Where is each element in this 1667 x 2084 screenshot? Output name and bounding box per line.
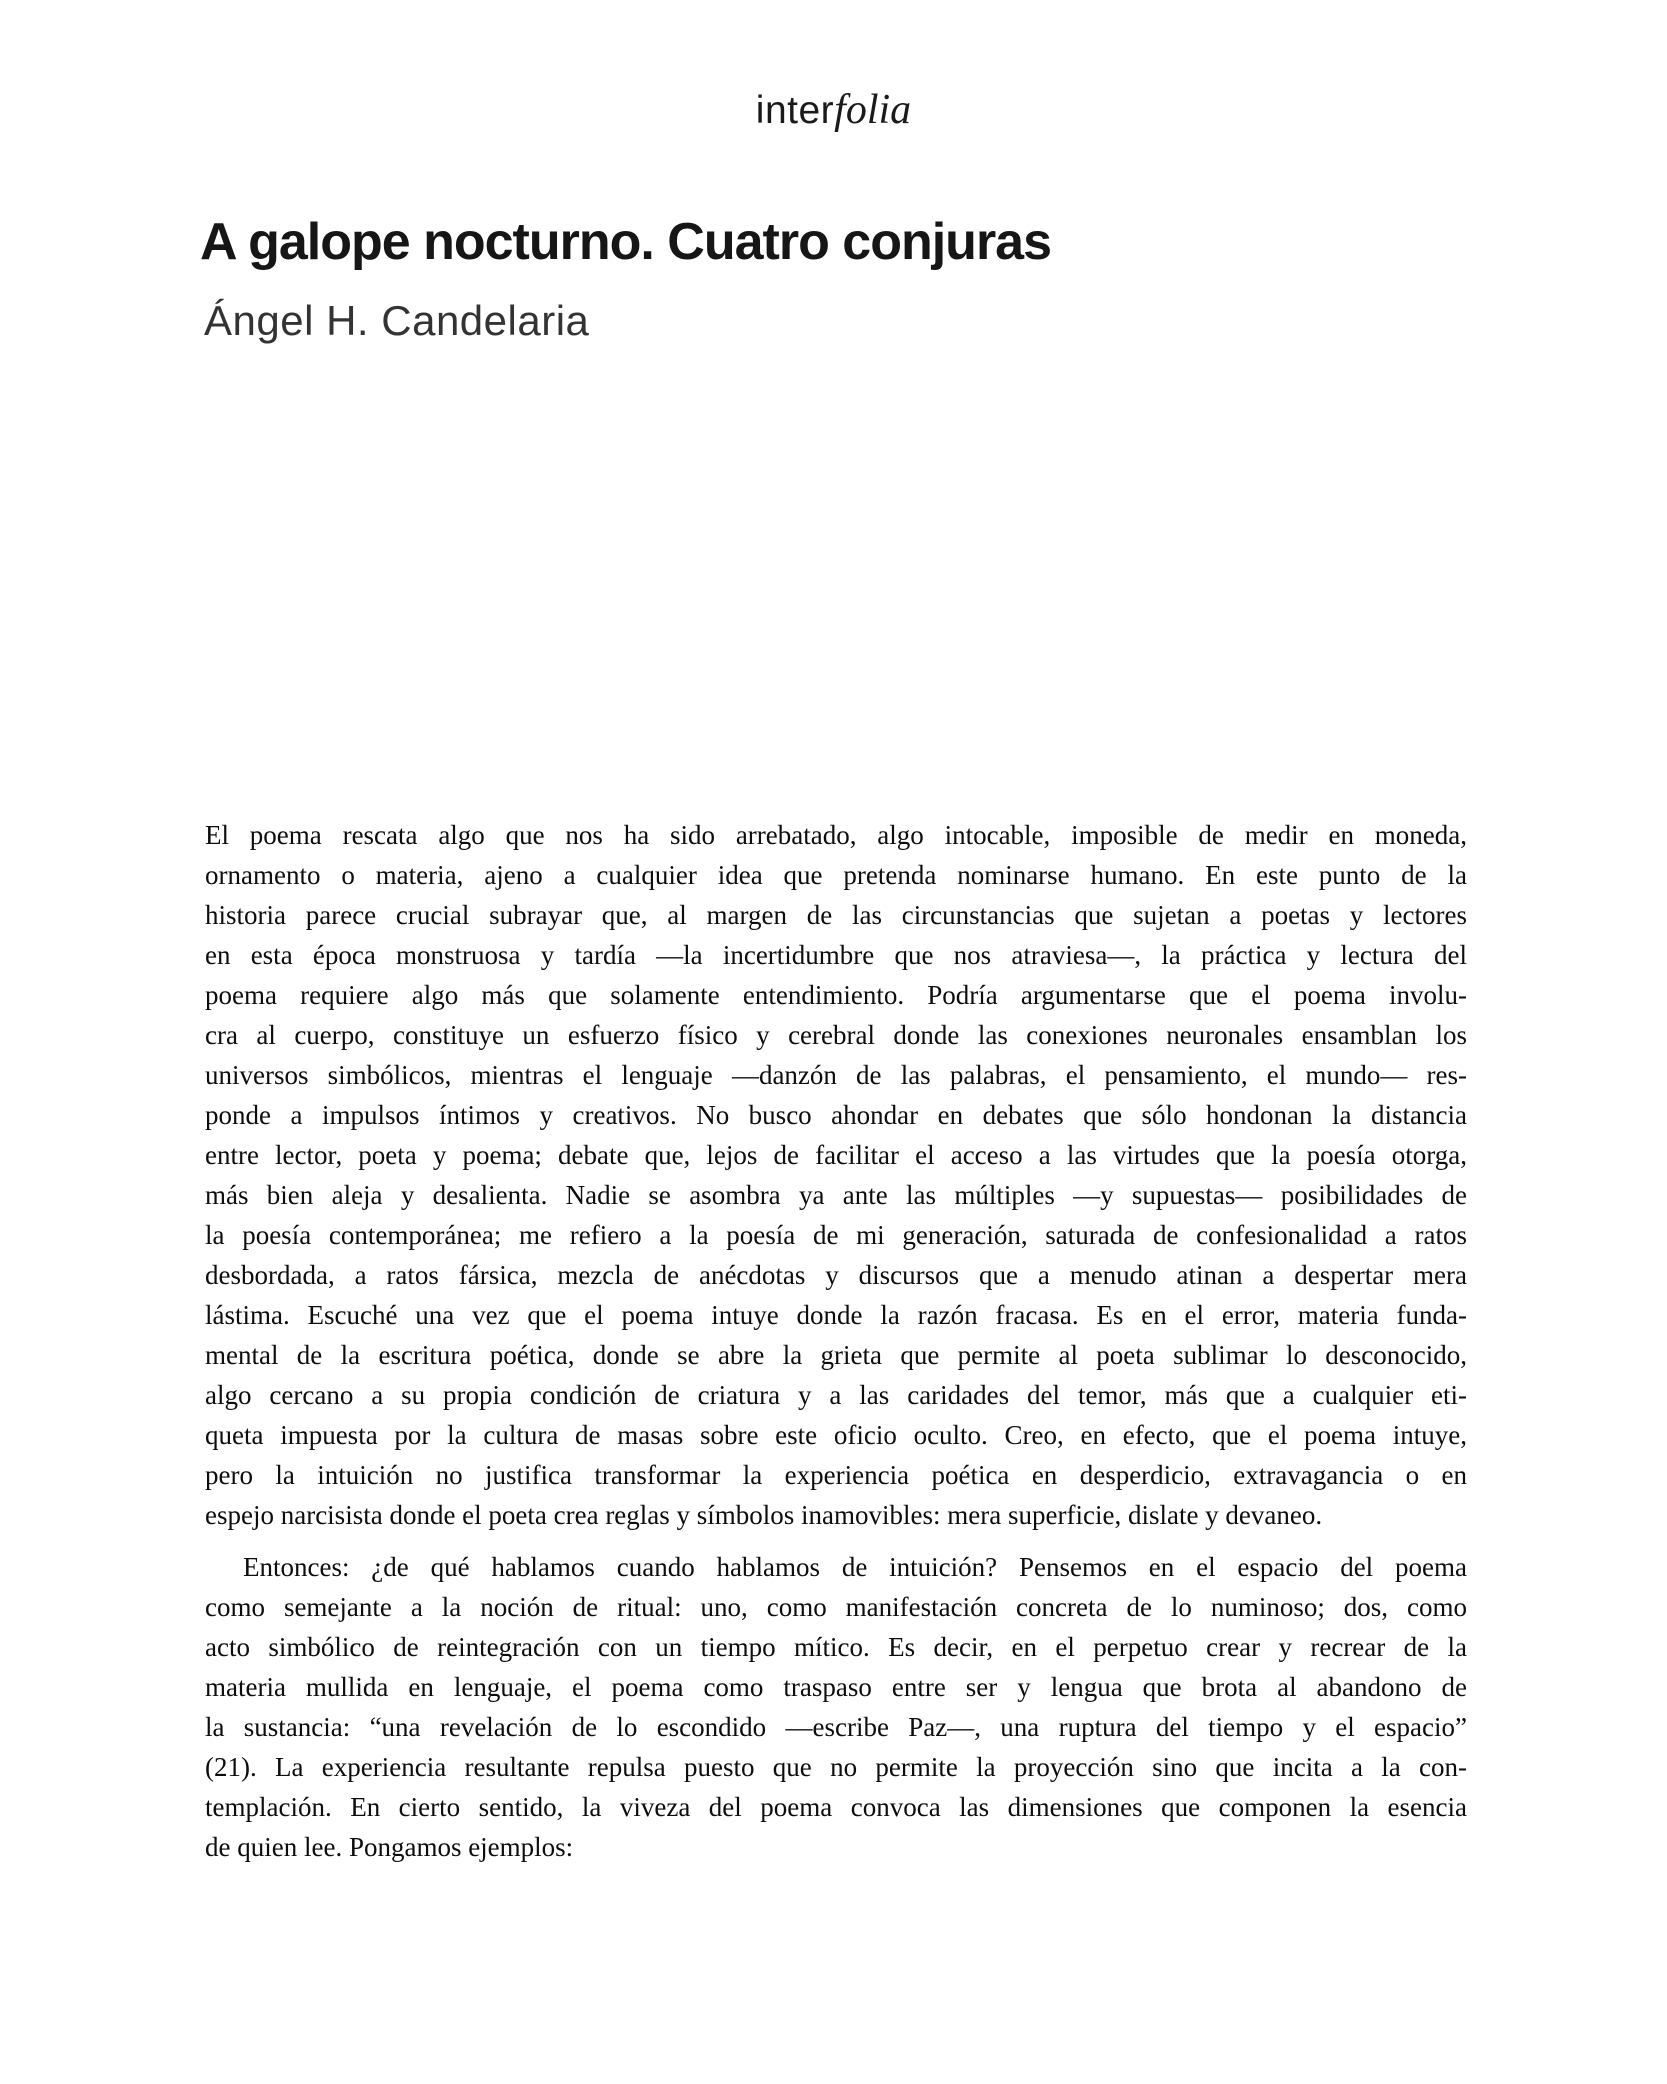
article-author: Ángel H. Candelaria <box>204 297 590 344</box>
body-line: cra al cuerpo, constituye un esfuerzo físico y cerebral donde las conexiones neuronales ensamblan los <box>205 1020 1467 1050</box>
article-title: A galope nocturno. Cuatro conjuras <box>200 213 1052 271</box>
body-line: historia parece crucial subrayar que, al margen de las circunstancias que sujetan a poetas y lectores <box>205 900 1467 930</box>
body-line: más bien aleja y desalienta. Nadie se asombra ya ante las múltiples —y supuestas— posibilidades de <box>205 1180 1467 1210</box>
body-line: de quien lee. Pongamos ejemplos: <box>205 1832 574 1862</box>
body-line: pero la intuición no justifica transformar la experiencia poética en desperdicio, extravagancia o en <box>205 1460 1467 1490</box>
body-line: universos simbólicos, mientras el lenguaje —danzón de las palabras, el pensamiento, el mundo— res- <box>205 1060 1467 1090</box>
body-line: como semejante a la noción de ritual: uno, como manifestación concreta de lo numinoso; dos, como <box>205 1592 1467 1622</box>
body-line: desbordada, a ratos fársica, mezcla de anécdotas y discursos que a menudo atinan a despertar mera <box>205 1260 1467 1290</box>
journal-header <box>0 86 1667 134</box>
body-line: lástima. Escuché una vez que el poema intuye donde la razón fracasa. Es en el error, materia funda- <box>205 1300 1467 1330</box>
body-line: templación. En cierto sentido, la viveza del poema convoca las dimensiones que componen la esencia <box>205 1792 1467 1822</box>
body-line: la poesía contemporánea; me refiero a la poesía de mi generación, saturada de confesionalidad a ratos <box>205 1220 1467 1250</box>
body-line: poema requiere algo más que solamente entendimiento. Podría argumentarse que el poema involu- <box>205 980 1467 1010</box>
body-line: espejo narcisista donde el poeta crea reglas y símbolos inamovibles: mera superficie, dislate y devaneo. <box>205 1500 1323 1530</box>
body-line: ornamento o materia, ajeno a cualquier idea que pretenda nominarse humano. En este punto de la <box>205 860 1467 890</box>
body-line: materia mullida en lenguaje, el poema como traspaso entre ser y lengua que brota al abandono de <box>205 1672 1467 1702</box>
body-line: la sustancia: “una revelación de lo escondido —escribe Paz—, una ruptura del tiempo y el espacio” <box>205 1712 1467 1742</box>
body-line: entre lector, poeta y poema; debate que, lejos de facilitar el acceso a las virtudes que la poesía otorga, <box>205 1140 1467 1170</box>
body-line: Entonces: ¿de qué hablamos cuando hablamos de intuición? Pensemos en el espacio del poema <box>243 1552 1467 1582</box>
body-line: algo cercano a su propia condición de criatura y a las caridades del temor, más que a cualquier eti- <box>205 1380 1467 1410</box>
body-line: El poema rescata algo que nos ha sido arrebatado, algo intocable, imposible de medir en moneda, <box>205 820 1467 850</box>
body-line: en esta época monstruosa y tardía —la incertidumbre que nos atraviesa—, la práctica y lectura del <box>205 940 1467 970</box>
article-body <box>205 815 1467 1867</box>
body-line: ponde a impulsos íntimos y creativos. No busco ahondar en debates que sólo hondonan la distancia <box>205 1100 1467 1130</box>
body-line: acto simbólico de reintegración con un tiempo mítico. Es decir, en el perpetuo crear y recrear de la <box>205 1632 1467 1662</box>
body-line: mental de la escritura poética, donde se abre la grieta que permite al poeta sublimar lo desconocido, <box>205 1340 1467 1370</box>
body-line: (21). La experiencia resultante repulsa puesto que no permite la proyección sino que incita a la con- <box>205 1752 1467 1782</box>
journal-name-regular: inter <box>755 89 835 132</box>
body-line: queta impuesta por la cultura de masas sobre este oficio oculto. Creo, en efecto, que el poema intuye, <box>205 1420 1467 1450</box>
paragraph <box>205 1547 1467 1867</box>
paragraph <box>205 815 1467 1535</box>
journal-name-italic: folia <box>834 87 912 133</box>
